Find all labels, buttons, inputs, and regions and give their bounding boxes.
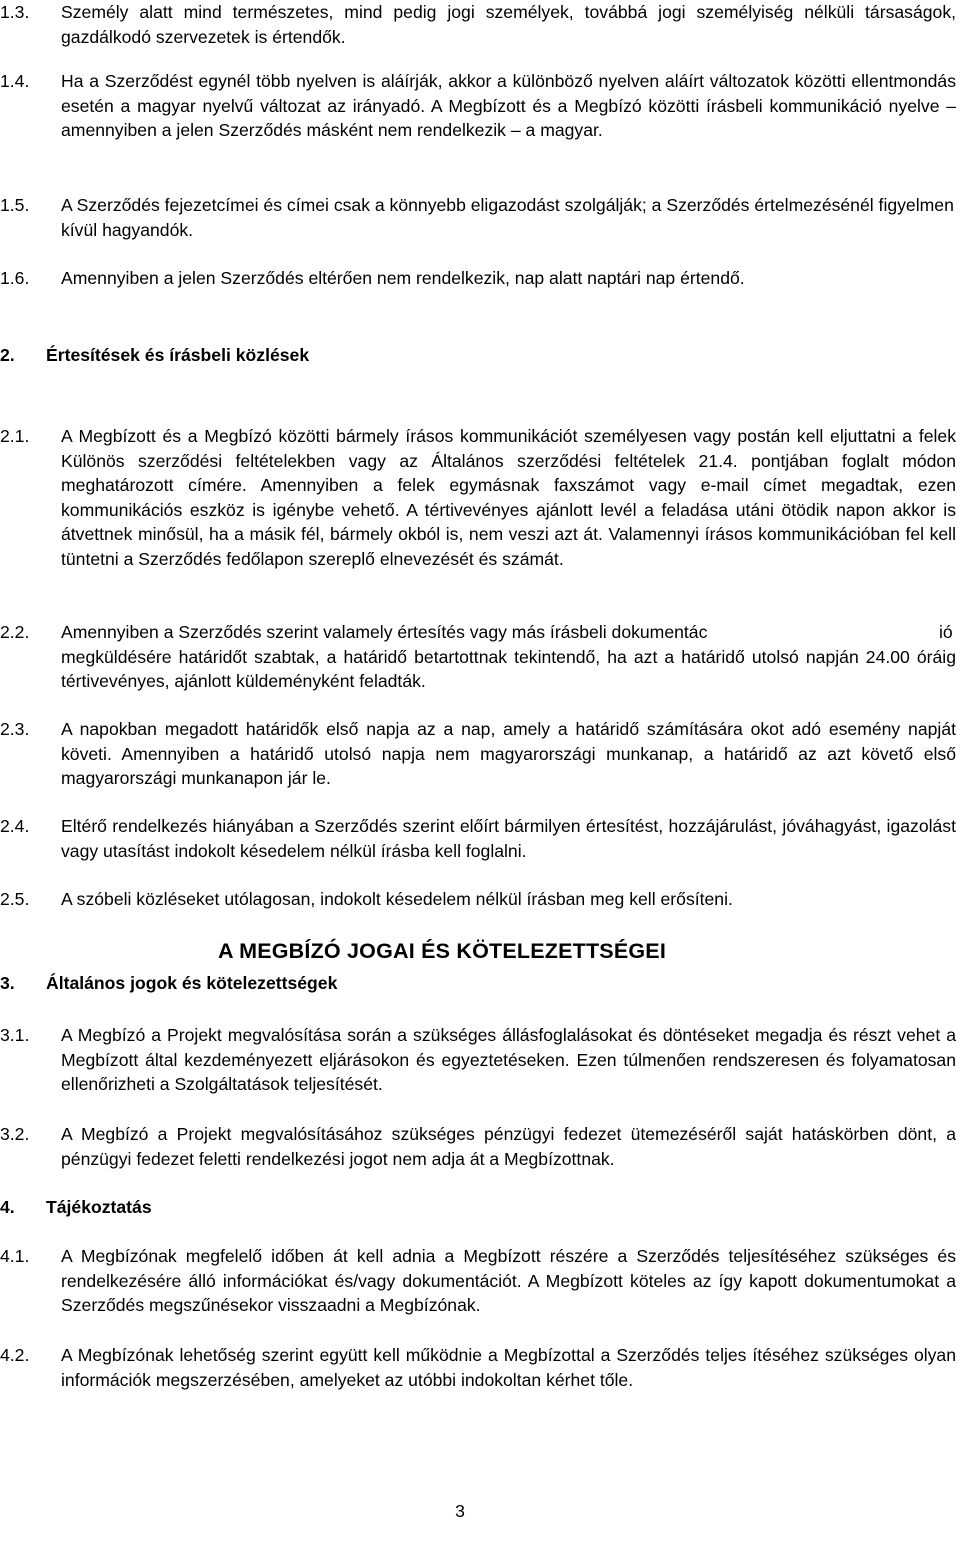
clause-text: A Megbízó a Projekt megvalósítása során a szükséges állásfoglalásokat és döntéseket megadja és részt vehet a Megbízott által kezdeményezett eljárásokon és egyeztetéseken. Ezen túlmenően rendszeresen és folyamatosan ellenőrizheti a Szolgáltatások teljesítését.	[61, 1025, 956, 1094]
clause-number: 1.4.	[0, 71, 30, 91]
chapter-title: A MEGBÍZÓ JOGAI ÉS KÖTELEZETTSÉGEI	[218, 939, 666, 963]
clause-2-2	[0, 620, 956, 694]
clause-1-4	[0, 69, 956, 143]
clause-number: 3.1.	[0, 1025, 30, 1045]
clause-3-2	[0, 1122, 956, 1171]
page-number: 3	[455, 1501, 465, 1521]
clause-number: 1.3.	[0, 2, 30, 22]
section-number: 2.	[0, 345, 15, 365]
clause-1-6	[0, 266, 956, 291]
section-heading-2	[0, 343, 956, 368]
clause-2-4	[0, 814, 956, 863]
section-title: Tájékoztatás	[46, 1197, 152, 1217]
clause-text: A szóbeli közléseket utólagosan, indokolt késedelem nélkül írásban meg kell erősíteni.	[61, 889, 733, 909]
clause-2-3	[0, 717, 956, 791]
clause-2-1	[0, 424, 956, 571]
clause-text: A Szerződés fejezetcímei és címei csak a könnyebb eligazodást szolgálják; a Szerződés értelmezésénél figyelmen kívül hagyandók.	[61, 195, 954, 240]
clause-number: 1.5.	[0, 195, 30, 215]
clause-1-5	[0, 193, 956, 242]
clause-text: A napokban megadott határidők első napja az a nap, amely a határidő számítására okot adó esemény napját követi. Amennyiben a határidő utolsó napja nem magyarországi munkanap, a határidő az azt követő első magyarországi munkanapon jár le.	[61, 719, 956, 788]
section-title: Értesítések és írásbeli közlések	[46, 345, 310, 365]
clause-number: 4.2.	[0, 1345, 30, 1365]
clause-text-part-b: ió	[939, 622, 953, 642]
clause-text: Eltérő rendelkezés hiányában a Szerződés szerint előírt bármilyen értesítést, hozzájárulást, jóváhagyást, igazolást vagy utasítást indokolt késedelem nélkül írásba kell foglalni.	[61, 816, 956, 861]
clause-text-part-a: Amennyiben a Szerződés szerint valamely értesítés vagy más írásbeli dokumentác	[61, 622, 708, 642]
clause-number: 2.3.	[0, 719, 30, 739]
clause-4-2	[0, 1343, 956, 1392]
clause-4-1	[0, 1244, 956, 1318]
clause-number: 1.6.	[0, 268, 30, 288]
clause-text: A Megbízott és a Megbízó közötti bármely írásos kommunikációt személyesen vagy postán kell eljuttatni a felek Különös szerződési feltételekben vagy az Általános szerződési feltételek 21.4. pontjában foglalt módon meghatározott címére. Amennyiben a felek egymásnak faxszámot vagy e-mail címet megadtak, ezen kommunikációs eszköz is igénybe vehető. A tértivevényes ajánlott levél a feladása utáni ötödik napon akkor is átvettnek minősül, ha a másik fél, bármely okból is, nem veszi azt át. Valamennyi írásos kommunikációban fel kell tüntetni a Szerződés fedőlapon szereplő elnevezését és számát.	[61, 426, 956, 569]
clause-text: Amennyiben a jelen Szerződés eltérően nem rendelkezik, nap alatt naptári nap értendő.	[61, 268, 745, 288]
clause-text: Személy alatt mind természetes, mind pedig jogi személyek, továbbá jogi személyiség nélküli társaságok, gazdálkodó szervezetek is értendők.	[61, 2, 956, 47]
clause-number: 2.4.	[0, 816, 30, 836]
clause-2-5	[0, 887, 956, 912]
clause-1-3	[0, 0, 956, 49]
clause-number: 4.1.	[0, 1246, 30, 1266]
clause-text: A Megbízó a Projekt megvalósításához szükséges pénzügyi fedezet ütemezéséről saját hatáskörben dönt, a pénzügyi fedezet feletti rendelkezési jogot nem adja át a Megbízottnak.	[61, 1124, 956, 1169]
section-title: Általános jogok és kötelezettségek	[46, 973, 338, 993]
clause-number: 3.2.	[0, 1124, 30, 1144]
clause-text	[61, 620, 956, 694]
clause-text: A Megbízónak megfelelő időben át kell adnia a Megbízott részére a Szerződés teljesítéséhez szükséges és rendelkezésére álló információkat és/vagy dokumentációt. A Megbízott köteles az így kapott dokumentumokat a Szerződés megszűnésekor visszaadni a Megbízónak.	[61, 1246, 956, 1315]
clause-text: Ha a Szerződést egynél több nyelven is aláírják, akkor a különböző nyelven aláírt változatok közötti ellentmondás esetén a magyar nyelvű változat az irányadó. A Megbízott és a Megbízó közötti írásbeli kommunikáció nyelve – amennyiben a jelen Szerződés másként nem rendelkezik – a magyar.	[61, 71, 956, 140]
section-heading-4	[0, 1195, 956, 1220]
clause-text-part-c: megküldésére határidőt szabtak, a határidő betartottnak tekintendő, ha azt a határidő utolsó napján 24.00 óráig tértivevényes, ajánlott küldeményként feladták.	[61, 646, 956, 691]
section-number: 3.	[0, 973, 15, 993]
clause-number: 2.2.	[0, 622, 30, 642]
clause-3-1	[0, 1023, 956, 1097]
section-number: 4.	[0, 1197, 15, 1217]
clause-text: A Megbízónak lehetőség szerint együtt kell működnie a Megbízottal a Szerződés teljes ítéséhez szükséges olyan információk megszerzésében, amelyeket az utóbbi indokoltan kérhet tőle.	[61, 1345, 956, 1390]
clause-number: 2.5.	[0, 889, 30, 909]
clause-number: 2.1.	[0, 426, 30, 446]
section-heading-3	[0, 971, 956, 996]
